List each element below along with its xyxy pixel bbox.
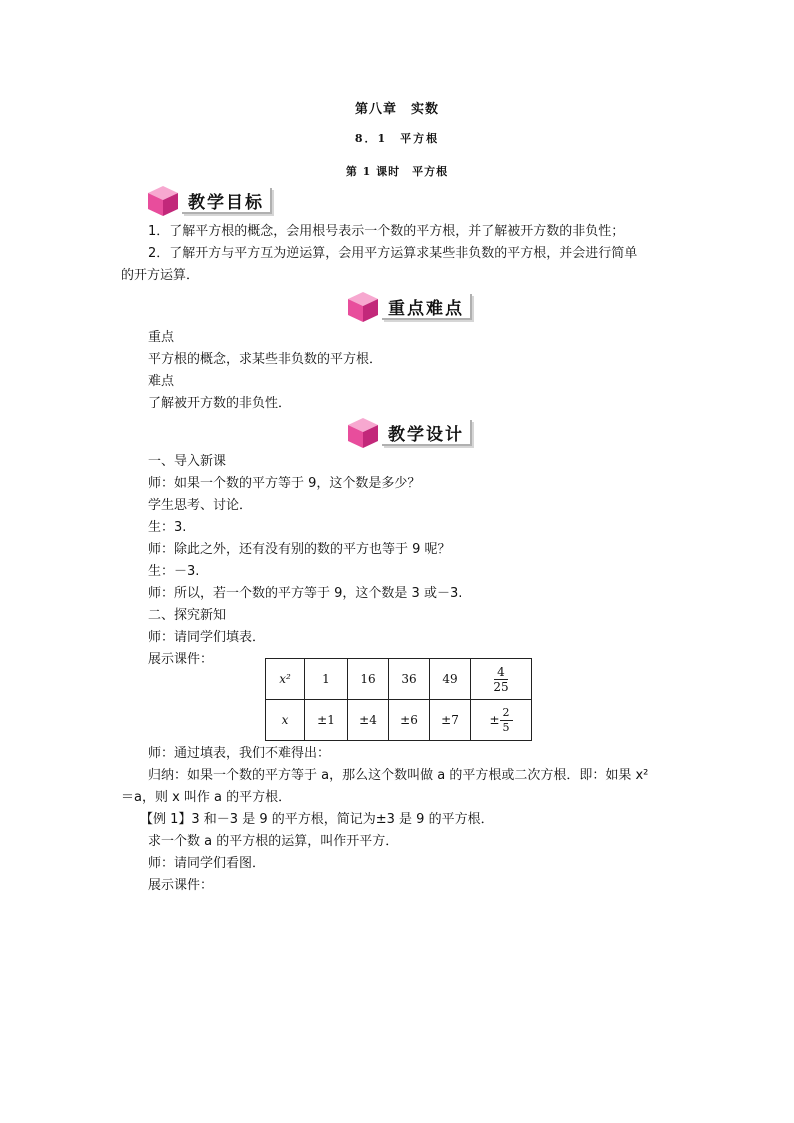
fraction-denominator: 25 <box>493 679 509 694</box>
design-line: 生：3. <box>148 520 187 535</box>
difficulty-text: 了解被开方数的非负性． <box>148 396 292 411</box>
table-cell: ±7 <box>430 700 471 741</box>
fraction-numerator: 4 <box>494 665 508 680</box>
goal-line-1: 1．了解平方根的概念，会用根号表示一个数的平方根，并了解被开方数的非负性； <box>148 224 625 239</box>
example-line: 【例 1】3 和－3 是 9 的平方根，简记为±3 是 9 的平方根． <box>140 812 494 827</box>
fraction-denominator: 5 <box>502 720 510 734</box>
table-cell: 36 <box>389 659 430 700</box>
pink-cube-icon <box>346 290 380 324</box>
goal-line-3: 的开方运算． <box>121 268 200 283</box>
after-table-line: 归纳：如果一个数的平方等于 a，那么这个数叫做 a 的平方根或二次方根．即：如果 x² <box>148 768 649 783</box>
table-cell: 1 <box>305 659 348 700</box>
table-cell: ±1 <box>305 700 348 741</box>
chapter-title: 第八章 实数 <box>354 102 439 117</box>
pink-cube-icon <box>346 416 380 450</box>
after-table-line: ＝a，则 x 叫作 a 的平方根． <box>121 790 292 805</box>
table-row <box>266 659 532 700</box>
pink-cube-icon <box>146 184 180 218</box>
design-line: 师：所以，若一个数的平方等于 9，这个数是 3 或－3. <box>148 586 463 601</box>
table-cell <box>471 700 532 741</box>
goal-line-2: 2．了解开方与平方互为逆运算，会用平方运算求某些非负数的平方根，并会进行简单 <box>148 246 638 261</box>
table-cell: x² <box>266 659 305 700</box>
square-table <box>265 658 532 741</box>
heading-teaching-goals <box>146 184 272 218</box>
heading-key-points <box>346 290 472 324</box>
heading-teaching-design <box>346 416 472 450</box>
design-line: 一、导入新课 <box>148 454 227 469</box>
key-text: 平方根的概念，求某些非负数的平方根． <box>148 352 383 367</box>
plus-minus-sign: ± <box>489 712 500 727</box>
table-cell: x <box>266 700 305 741</box>
key-label: 重点 <box>148 330 175 345</box>
heading-label: 教学目标 <box>182 188 272 214</box>
fraction <box>500 706 513 735</box>
design-line: 学生思考、讨论． <box>148 498 253 513</box>
design-line: 展示课件： <box>148 652 214 667</box>
design-line: 师：如果一个数的平方等于 9，这个数是多少？ <box>148 476 421 491</box>
table-row <box>266 700 532 741</box>
design-line: 生：－3. <box>148 564 200 579</box>
after-table-line: 师：请同学们看图． <box>148 856 266 871</box>
after-table-line: 师：通过填表，我们不难得出： <box>148 746 331 761</box>
after-table-line: 求一个数 a 的平方根的运算，叫作开平方． <box>148 834 399 849</box>
after-table-line: 展示课件： <box>148 878 214 893</box>
lesson-title: 第 1 课时 平方根 <box>345 165 449 178</box>
design-line: 师：除此之外，还有没有别的数的平方也等于 9 呢？ <box>148 542 451 557</box>
table-cell: 49 <box>430 659 471 700</box>
table-cell <box>471 659 532 700</box>
section-title: 8．1 平方根 <box>354 132 440 145</box>
design-line: 师：请同学们填表． <box>148 630 266 645</box>
heading-label: 重点难点 <box>382 294 472 320</box>
table-cell: 16 <box>348 659 389 700</box>
table-cell: ±4 <box>348 700 389 741</box>
fraction-numerator: 2 <box>500 706 513 721</box>
fraction <box>493 665 508 694</box>
heading-label: 教学设计 <box>382 420 472 446</box>
design-line: 二、探究新知 <box>148 608 227 623</box>
table-cell: ±6 <box>389 700 430 741</box>
difficulty-label: 难点 <box>148 374 175 389</box>
